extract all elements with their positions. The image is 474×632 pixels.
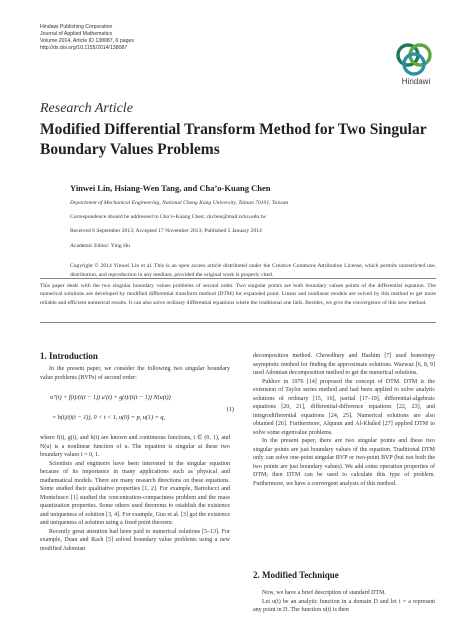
equation-number: (1) [226,406,234,413]
journal-header [40,24,134,52]
publication-dates: Received 6 September 2013; Accepted 17 November 2013; Published 5 January 2014 [70,228,262,234]
equation-line-1: u″(t) + f(t)/(t(t − 1)) u′(t) + g(t)/(t(t − 1)) N(u(t)) [50,394,171,401]
intro-paragraph-4: Recently great attention had been paid to numerical solutions [5–13]. For example, Duan and Rach [5] solved boundary value problems using a new modified Adomian [40,528,230,552]
article-type: Research Article [40,101,133,116]
equation-line-2: = h(t)/(t(t − 1)), 0 < t < 1, u(0) = p, u(1) = q, [52,414,166,421]
copyright-notice: Copyright © 2014 Yinwei Lin et al. This is an open access article distributed under the Creative Commons Attribution License, which permits unrestricted use, distribution, and reproduction in any medium, provided the original work is properly cited. [70,263,436,278]
article-title: Modified Differential Transform Method for Two Singular Boundary Values Problems [40,121,427,158]
doi-link[interactable]: http://dx.doi.org/10.1155/2014/138087 [40,45,128,51]
intro-column-bottom [40,434,230,553]
right-paragraph-3: In the present paper, there are two singular points and these two singular points are just boundary values of the equation. Traditional DTM only can solve one-point singular BVP or two-point BVP (but not both the two points are just boundary values). We add some operation properties of DTM; then DTM can be used to calculate this type of problem. Furthermore, we have a convergent analysis of this method. [253,438,435,487]
intro-paragraph-3: Scientists and engineers have been interested in the singular equation because of its importance in many applications such as physical and mathematical models. There are many research directions on these equations. Some studied their qualitative properties [1, 2]. For example, Bartolucci and Montefusco [1] studied the concentration-compactness problem and the mass quantization properties. Some others used theorems to establish the existence and uniqueness of solution [3, 4]. For example, Guo et al. [3] got the existence and uniqueness of solution using a fixed point theorem. [40,460,230,526]
section2-paragraph-2: Let u(t) be an analytic function in a domain D and let t = a represent any point in D. The function u(t) is then [253,598,435,613]
correspondence: Correspondence should be addressed to Cha’o-Kuang Chen; ckchen@mail.ncku.edu.tw [70,214,267,220]
section-heading-introduction: 1. Introduction [40,351,98,361]
hindawi-logo-text: Hindawi [401,77,431,86]
equation-1 [40,388,236,432]
abstract-bottom-rule [40,322,436,323]
right-column [253,352,435,488]
intro-column-top [40,365,230,382]
affiliation: Department of Mechanical Engineering, National Cheng Kung University, Tainan 70101, Taiwan [70,200,289,206]
hindawi-logo-icon [393,38,435,80]
author-list: Yinwei Lin, Hsiang-Wen Tang, and Cha’o-Kuang Chen [70,183,271,193]
abstract: This paper deals with the two singular boundary values problems of second order. Two singular points are both boundary values points of the differential equation. The numerical solutions are developed by modified differential transform method (DTM) for expanded point. Linear and nonlinear models are solved by this method to get more reliable and efficient numerical results. It can also solve ordinary differential equations where the traditional one fails. Besides, we give the convergence of this new method. [40,283,436,306]
intro-paragraph-2: where f(t), g(t), and h(t) are known and continuous functions, t ∈ (0, 1), and N(u) is a nonlinear function of u. The equation is singular at these two boundary values t = 0, 1. [40,435,230,458]
section2-column [253,589,435,615]
journal-name: Journal of Applied Mathematics [40,31,113,37]
abstract-top-rule [40,278,436,279]
volume-info: Volume 2014, Article ID 138087, 6 pages [40,38,135,44]
section-heading-modified-technique: 2. Modified Technique [253,570,339,580]
section2-paragraph-1: Now, we have a brief description of standard DTM. [262,590,386,596]
right-paragraph-2: Pukhov in 1976 [14] proposed the concept of DTM. DTM is the extension of Taylor series method and had been applied to solve analytic solutions of ordinary [15, 16], partial [17–19], differential-algebraic equations [20, 21], differential-difference equations [22, 23], and integrodifferential equations [24, 25]. Numerical solutions are also obtained [26]. Furthermore, Alquran and Al-Khaled [27] applied DTM to solve some eigenvalue problems. [253,378,435,436]
right-paragraph-1: decomposition method. Chowdhury and Hashim [7] used homotopy asymptotic method for finding the approximate solutions. Wazwaz [6, 8, 9] used Adomian decomposition method to get the numerical solutions. [253,353,435,376]
intro-paragraph-1: In the present paper, we consider the following two singular boundary value problems (BVPs) of second order: [40,366,230,381]
publisher: Hindawi Publishing Corporation [40,24,113,30]
academic-editor: Academic Editor: Ying Hu [70,243,130,249]
